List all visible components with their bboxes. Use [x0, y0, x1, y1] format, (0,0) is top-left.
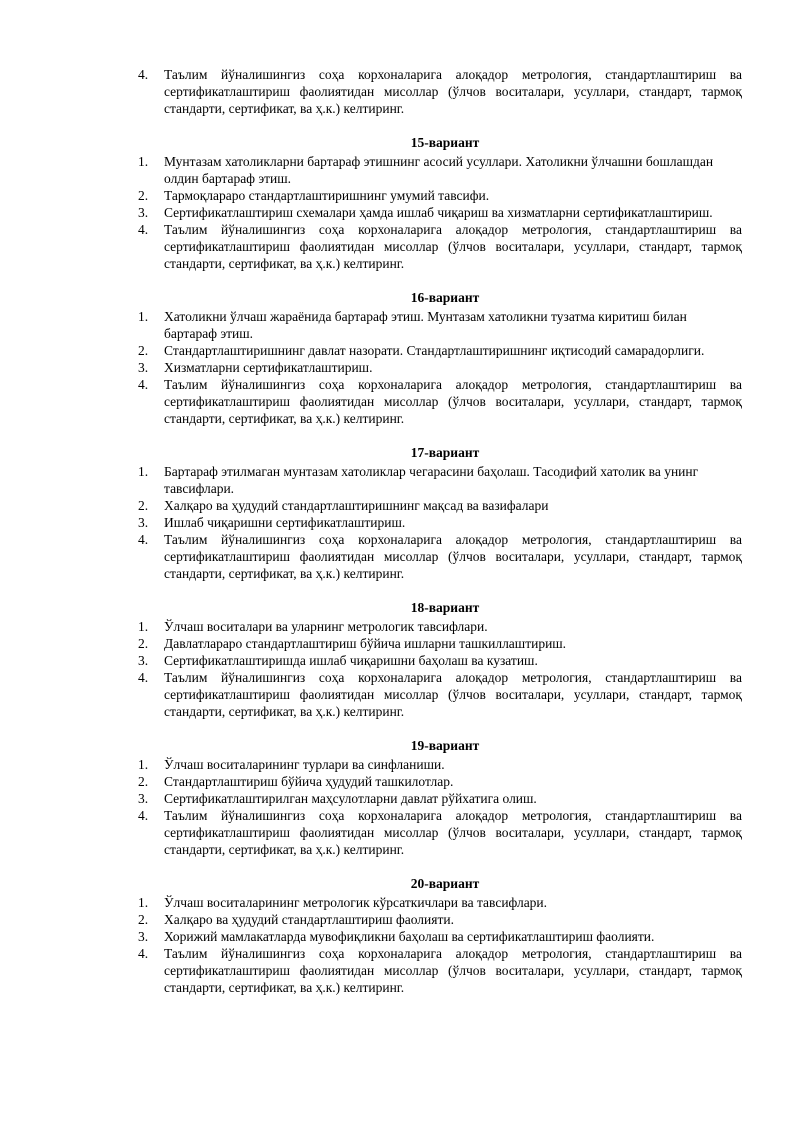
item-text: Тармоқлараро стандартлаштиришнинг умумий тавсифи. [164, 188, 490, 203]
list-item [138, 514, 742, 531]
item-text: Таълим йўналишингиз соҳа корхоналарига алоқадор метрология, стандартлаштириш ва сертификатлаштириш фаолиятидан мисоллар (ўлчов воситалари, усуллари, стандарт, тармоқ стандарти, сертификат, ва ҳ.к.) келтиринг. [164, 946, 742, 995]
list-item [138, 635, 742, 652]
item-text: Таълим йўналишингиз соҳа корхоналарига алоқадор метрология, стандартлаштириш ва сертификатлаштириш фаолиятидан мисоллар (ўлчов воситалари, усуллари, стандарт, тармоқ стандарти, сертификат, ва ҳ.к.) келтиринг. [164, 532, 742, 581]
variant-block [138, 737, 742, 858]
item-number: 4. [138, 946, 149, 961]
variant-title: 18-вариант [410, 600, 480, 615]
item-number: 3. [138, 515, 149, 530]
list-item [138, 756, 742, 773]
list-item [138, 66, 742, 117]
list-item [138, 911, 742, 928]
item-number: 3. [138, 929, 149, 944]
item-number: 3. [138, 205, 149, 220]
item-number: 2. [138, 774, 149, 789]
variant-block [138, 875, 742, 996]
list-item [138, 618, 742, 635]
question-list [138, 894, 742, 996]
list-item [138, 376, 742, 427]
item-text: Ўлчаш воситаларининг метрологик кўрсаткичлари ва тавсифлари. [164, 895, 548, 910]
list-item [138, 359, 742, 376]
item-text: Халқаро ва ҳудудий стандартлаштиришнинг мақсад ва вазифалари [164, 498, 549, 513]
variant-title: 20-вариант [410, 876, 480, 891]
item-text: Таълим йўналишингиз соҳа корхоналарига алоқадор метрология, стандартлаштириш ва сертификатлаштириш фаолиятидан мисоллар (ўлчов воситалари, усуллари, стандарт, тармоқ стандарти, сертификат, ва ҳ.к.) келтиринг. [164, 222, 742, 271]
item-text: Хорижий мамлакатларда мувофиқликни баҳолаш ва сертификатлаштириш фаолияти. [164, 929, 655, 944]
item-number: 1. [138, 895, 149, 910]
item-number: 2. [138, 912, 149, 927]
item-text: Таълим йўналишингиз соҳа корхоналарига алоқадор метрология, стандартлаштириш ва сертификатлаштириш фаолиятидан мисоллар (ўлчов воситалари, усуллари, стандарт, тармоқ стандарти, сертификат, ва ҳ.к.) келтиринг. [164, 377, 742, 426]
item-text: Таълим йўналишингиз соҳа корхоналарига алоқадор метрология, стандартлаштириш ва сертификатлаштириш фаолиятидан мисоллар (ўлчов воситалари, усуллари, стандарт, тармоқ стандарти, сертификат, ва ҳ.к.) келтиринг. [164, 67, 742, 116]
question-list [138, 463, 742, 582]
leading-item-list [138, 66, 742, 117]
item-text: Давлатлараро стандартлаштириш бўйича ишларни ташкиллаштириш. [164, 636, 567, 651]
variant-block [138, 599, 742, 720]
question-list [138, 308, 742, 427]
item-text: Сертификатлаштириш схемалари ҳамда ишлаб чиқариш ва хизматларни сертификатлаштириш. [164, 205, 713, 220]
item-number: 2. [138, 343, 149, 358]
list-item [138, 928, 742, 945]
item-number: 1. [138, 619, 149, 634]
item-text: Халқаро ва ҳудудий стандартлаштириш фаолияти. [164, 912, 454, 927]
variants-container [138, 134, 742, 996]
question-list [138, 618, 742, 720]
item-number: 2. [138, 498, 149, 513]
item-text: Сертификатлаштирилган маҳсулотларни давлат рўйхатига олиш. [164, 791, 537, 806]
item-text: Хатоликни ўлчаш жараёнида бартараф этиш. Мунтазам хатоликни тузатма киритиш билан бартараф этиш. [164, 309, 687, 341]
item-text: Стандартлаштиришнинг давлат назорати. Стандартлаштиришнинг иқтисодий самарадорлиги. [164, 343, 705, 358]
list-item [138, 945, 742, 996]
variant-title: 16-вариант [410, 290, 480, 305]
item-number: 1. [138, 757, 149, 772]
list-item [138, 187, 742, 204]
item-text: Мунтазам хатоликларни бартараф этишнинг асосий усуллари. Хатоликни ўлчашни бошлашдан олдин бартараф этиш. [164, 154, 714, 186]
list-item [138, 894, 742, 911]
list-item [138, 669, 742, 720]
item-number: 2. [138, 636, 149, 651]
item-number: 3. [138, 791, 149, 806]
item-text: Сертификатлаштиришда ишлаб чиқаришни баҳолаш ва кузатиш. [164, 653, 538, 668]
variant-block [138, 289, 742, 427]
question-list [138, 756, 742, 858]
item-text: Ишлаб чиқаришни сертификатлаштириш. [164, 515, 406, 530]
item-number: 4. [138, 222, 149, 237]
list-item [138, 204, 742, 221]
item-text: Стандартлаштириш бўйича ҳудудий ташкилотлар. [164, 774, 454, 789]
document-content [138, 66, 742, 1013]
list-item [138, 342, 742, 359]
variant-block [138, 134, 742, 272]
variant-title: 15-вариант [410, 135, 480, 150]
item-text: Бартараф этилмаган мунтазам хатоликлар чегарасини баҳолаш. Тасодифий хатолик ва унинг тавсифлари. [164, 464, 699, 496]
item-number: 4. [138, 808, 149, 823]
item-text: Ўлчаш воситалари ва уларнинг метрологик тавсифлари. [164, 619, 488, 634]
list-item [138, 221, 742, 272]
variant-title: 19-вариант [410, 738, 480, 753]
list-item [138, 790, 742, 807]
list-item [138, 308, 742, 342]
item-number: 3. [138, 653, 149, 668]
list-item [138, 497, 742, 514]
item-number: 1. [138, 309, 149, 324]
item-number: 1. [138, 464, 149, 479]
list-item [138, 463, 742, 497]
list-item [138, 773, 742, 790]
item-number: 4. [138, 67, 149, 82]
item-number: 4. [138, 532, 149, 547]
list-item [138, 153, 742, 187]
item-text: Таълим йўналишингиз соҳа корхоналарига алоқадор метрология, стандартлаштириш ва сертификатлаштириш фаолиятидан мисоллар (ўлчов воситалари, усуллари, стандарт, тармоқ стандарти, сертификат, ва ҳ.к.) келтиринг. [164, 670, 742, 719]
question-list [138, 153, 742, 272]
item-text: Таълим йўналишингиз соҳа корхоналарига алоқадор метрология, стандартлаштириш ва сертификатлаштириш фаолиятидан мисоллар (ўлчов воситалари, усуллари, стандарт, тармоқ стандарти, сертификат, ва ҳ.к.) келтиринг. [164, 808, 742, 857]
leading-item-block [138, 66, 742, 117]
item-text: Ўлчаш воситаларининг турлари ва синфланиши. [164, 757, 445, 772]
item-number: 4. [138, 670, 149, 685]
item-text: Хизматларни сертификатлаштириш. [164, 360, 373, 375]
variant-title: 17-вариант [410, 445, 480, 460]
item-number: 2. [138, 188, 149, 203]
item-number: 4. [138, 377, 149, 392]
variant-block [138, 444, 742, 582]
item-number: 3. [138, 360, 149, 375]
list-item [138, 652, 742, 669]
item-number: 1. [138, 154, 149, 169]
list-item [138, 807, 742, 858]
list-item [138, 531, 742, 582]
